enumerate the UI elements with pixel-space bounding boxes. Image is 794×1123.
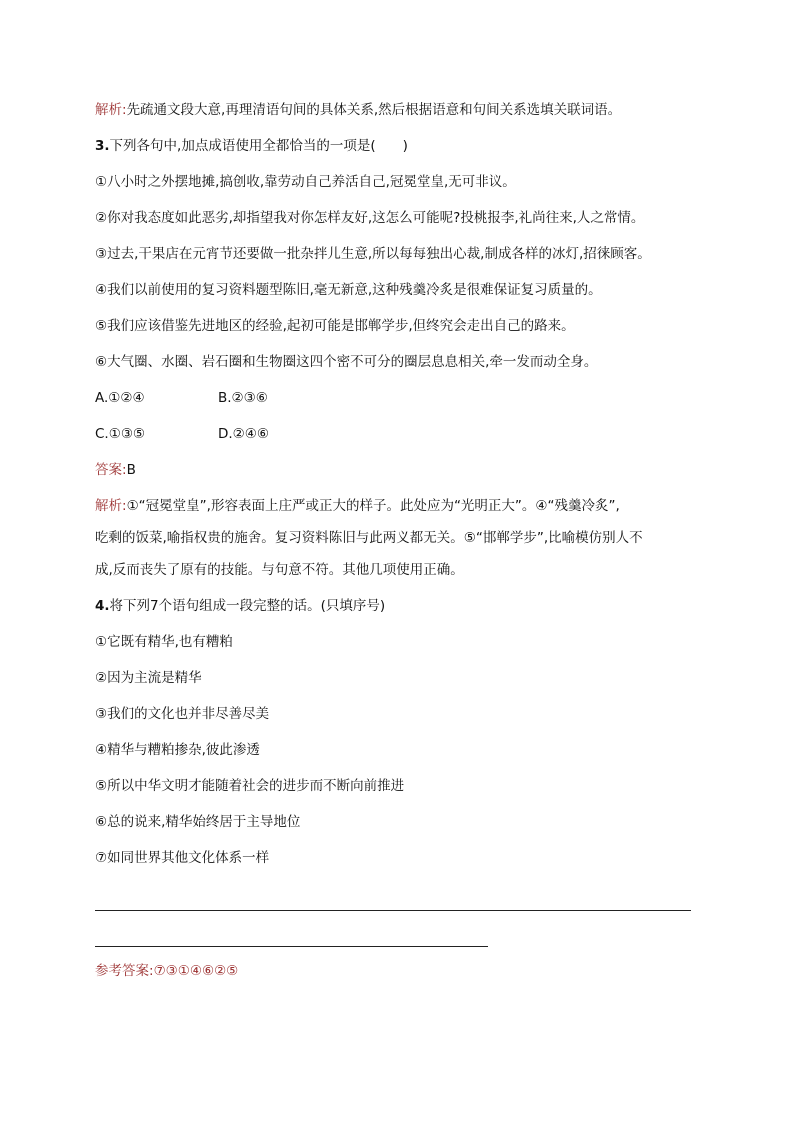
question-stem-text: 将下列7个语句组成一段完整的话。(只填序号) bbox=[109, 598, 386, 614]
option-a: A.①②④ bbox=[95, 390, 145, 406]
q4-item: ④精华与糟粕掺杂,彼此渗透 bbox=[95, 742, 260, 758]
q3-options-row-2 bbox=[95, 424, 705, 444]
question-4-stem bbox=[95, 596, 705, 616]
q3-item: ②你对我态度如此恶劣,却指望我对你怎样友好,这怎么可能呢?投桃报李,礼尚往来,人之常情。 bbox=[95, 210, 645, 226]
question-number: 4. bbox=[95, 598, 110, 614]
reference-answer-label: 参考答案: bbox=[95, 963, 154, 979]
reference-answer-value: ⑦③①④⑥②⑤ bbox=[153, 963, 239, 979]
q3-item: ①八小时之外摆地摊,搞创收,靠劳动自己养活自己,冠冕堂皇,无可非议。 bbox=[95, 174, 516, 190]
q3-item: ⑤我们应该借鉴先进地区的经验,起初可能是邯郸学步,但终究会走出自己的路来。 bbox=[95, 318, 575, 334]
q3-answer bbox=[95, 460, 705, 480]
spacer bbox=[95, 911, 705, 946]
question-stem-text: 下列各句中,加点成语使用全都恰当的一项是( ) bbox=[109, 138, 408, 154]
answer-label: 答案: bbox=[95, 462, 127, 478]
analysis-text: ①“冠冕堂皇”,形容表面上庄严或正大的样子。此处应为“光明正大”。④“残羹冷炙”, bbox=[126, 498, 620, 514]
q4-item: ③我们的文化也并非尽善尽美 bbox=[95, 706, 270, 722]
analysis-label: 解析: bbox=[95, 102, 127, 118]
q3-options-row-1 bbox=[95, 388, 705, 408]
analysis-label: 解析: bbox=[95, 498, 127, 514]
spacer bbox=[95, 947, 705, 961]
option-c: C.①③⑤ bbox=[95, 426, 146, 442]
q4-item: ⑥总的说来,精华始终居于主导地位 bbox=[95, 814, 301, 830]
q4-item: ①它既有精华,也有糟粕 bbox=[95, 634, 233, 650]
q3-analysis-line: 成,反而丧失了原有的技能。与句意不符。其他几项使用正确。 bbox=[95, 562, 464, 578]
q3-analysis-line bbox=[95, 496, 705, 516]
question-number: 3. bbox=[95, 138, 110, 154]
question-3-stem bbox=[95, 136, 705, 156]
spacer bbox=[95, 884, 705, 910]
q4-reference-answer bbox=[95, 961, 705, 981]
q4-item: ②因为主流是精华 bbox=[95, 670, 202, 686]
q3-item: ⑥大气圈、水圈、岩石圈和生物圈这四个密不可分的圈层息息相关,牵一发而动全身。 bbox=[95, 354, 598, 370]
q4-item: ⑦如同世界其他文化体系一样 bbox=[95, 850, 270, 866]
q3-analysis-line: 吃剩的饭菜,喻指权贵的施舍。复习资料陈旧与此两义都无关。⑤“邯郸学步”,比喻模仿别人不 bbox=[95, 530, 643, 546]
q3-item: ③过去,干果店在元宵节还要做一批杂拌儿生意,所以每每独出心裁,制成各样的冰灯,招徕顾客。 bbox=[95, 246, 651, 262]
q4-item: ⑤所以中华文明才能随着社会的进步而不断向前推进 bbox=[95, 778, 405, 794]
analysis-text: 先疏通文段大意,再理清语句间的具体关系,然后根据语意和句间关系选填关联词语。 bbox=[126, 102, 622, 118]
document-page bbox=[95, 100, 705, 997]
answer-value: B bbox=[126, 462, 136, 478]
q3-item: ④我们以前使用的复习资料题型陈旧,毫无新意,这种残羹冷炙是很难保证复习质量的。 bbox=[95, 282, 602, 298]
option-b: B.②③⑥ bbox=[218, 390, 268, 406]
prev-analysis bbox=[95, 100, 705, 120]
option-d: D.②④⑥ bbox=[218, 426, 269, 442]
